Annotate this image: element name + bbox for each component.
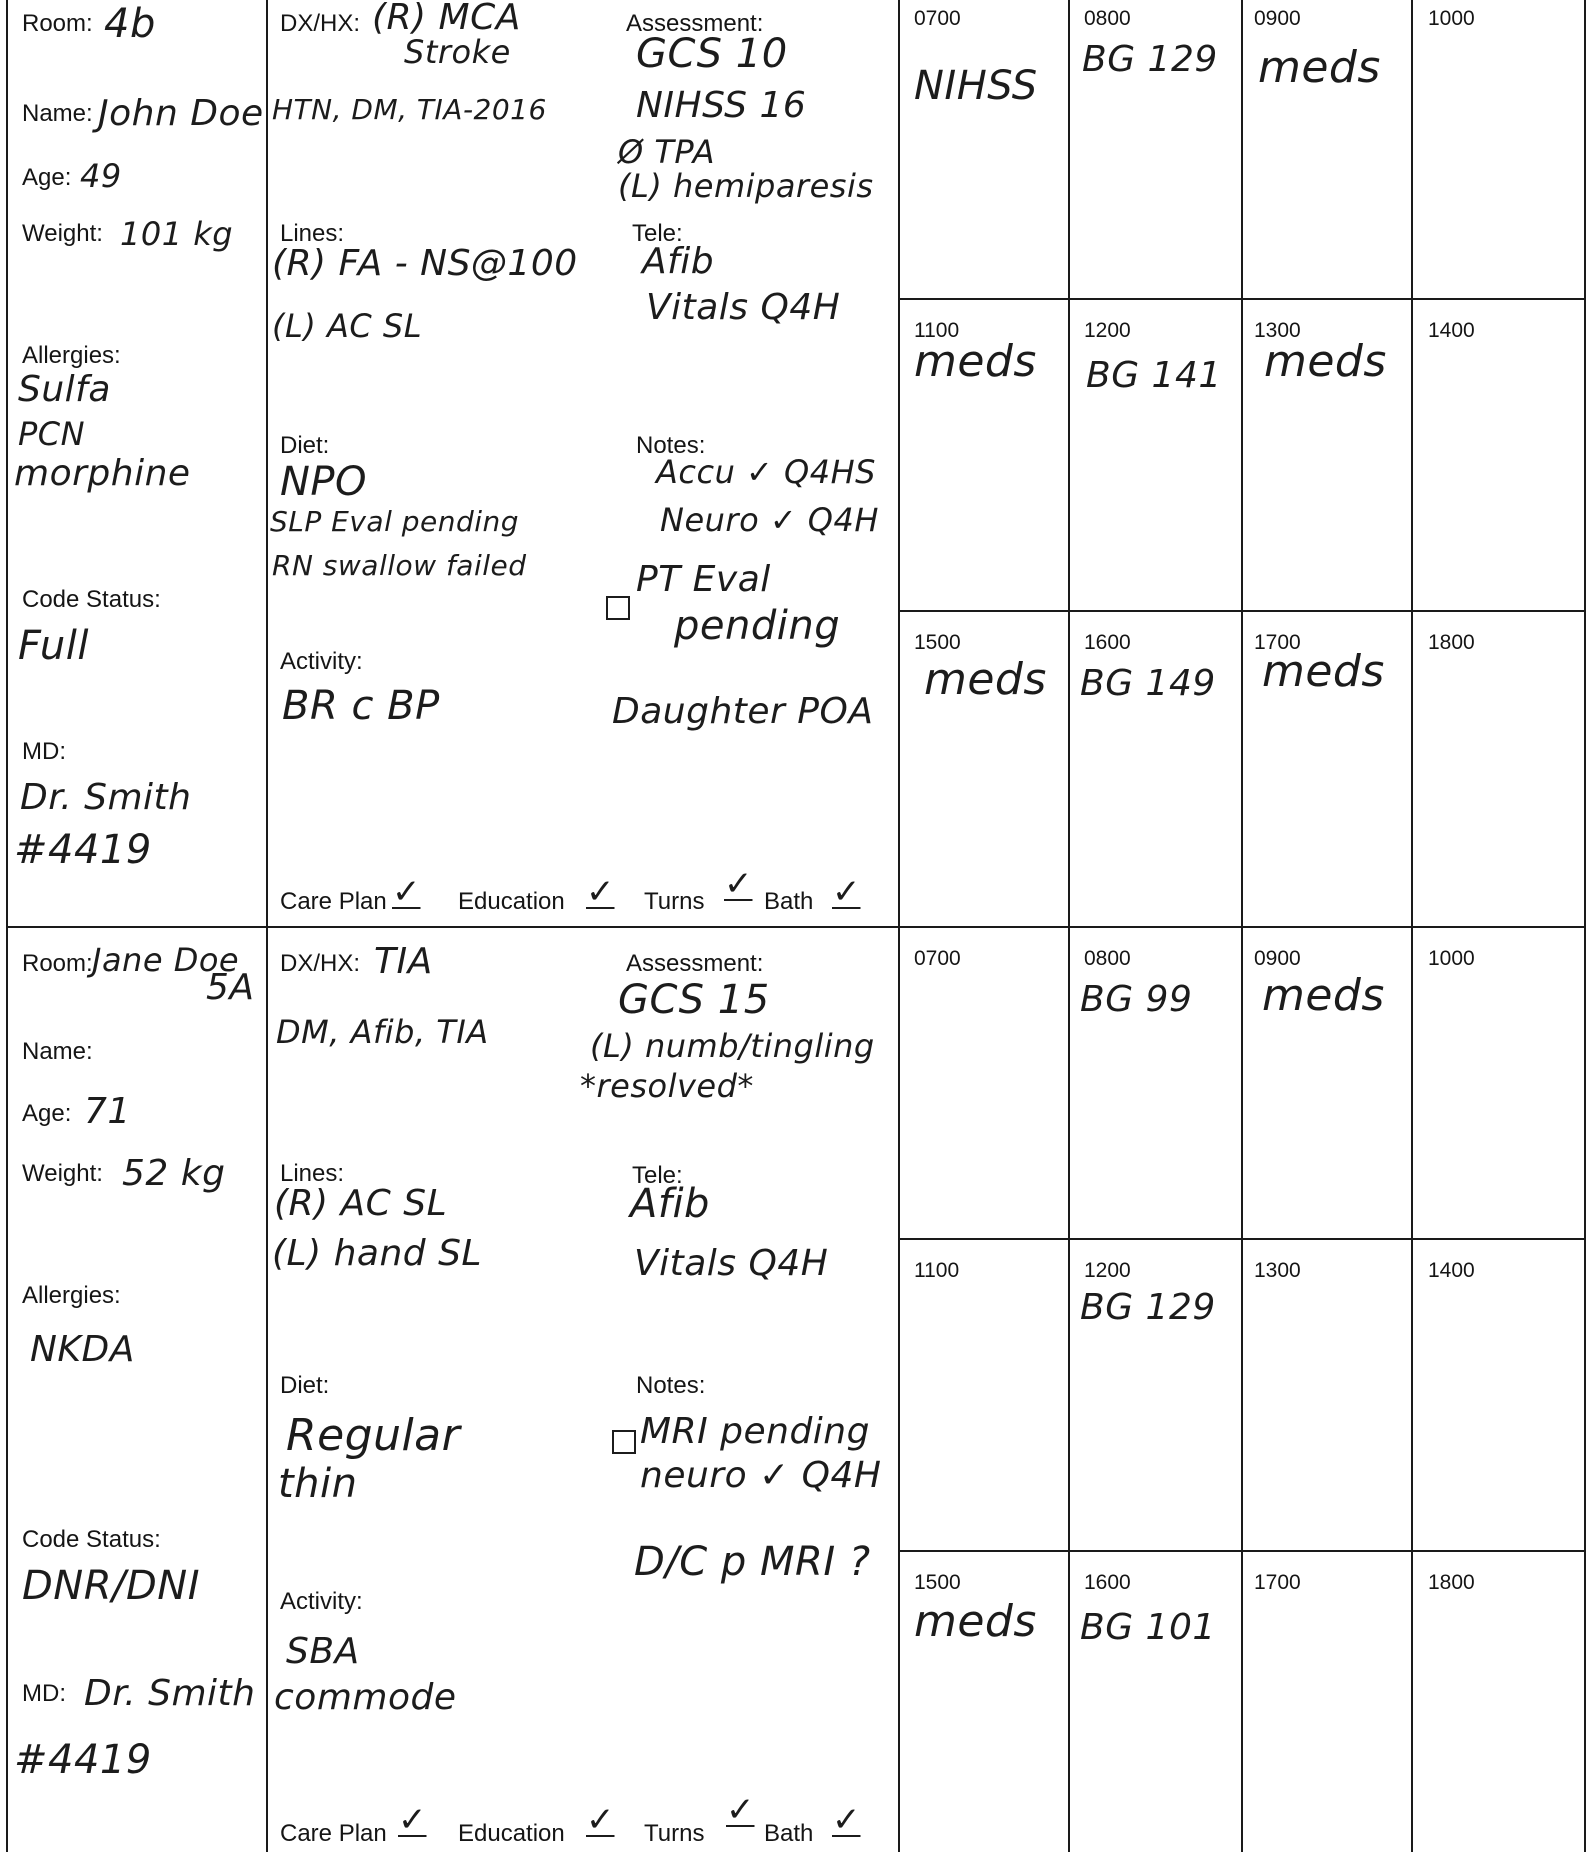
code-status-value: DNR/DNI <box>22 1563 201 1609</box>
notes-item: Neuro ✓ Q4H <box>660 501 879 539</box>
care-plan-check[interactable]: ✓ <box>398 1800 427 1840</box>
assessment-item: *resolved* <box>580 1067 754 1105</box>
time-label: 0700 <box>914 7 961 30</box>
dxhx-item: TIA <box>374 941 433 982</box>
divider-row-3 <box>898 1238 1586 1240</box>
diet-item: SLP Eval pending <box>270 505 520 538</box>
diet-label: Diet: <box>280 1372 330 1399</box>
diet-item: NPO <box>280 459 368 505</box>
notes-item: D/C p MRI ? <box>634 1539 871 1585</box>
md-pager: #4419 <box>14 1737 152 1783</box>
time-label: 0900 <box>1254 7 1301 30</box>
notes-item: neuro ✓ Q4H <box>640 1455 882 1496</box>
notes-label: Notes: <box>636 1372 706 1399</box>
assessment-item: NIHSS 16 <box>636 85 807 126</box>
schedule-entry: BG 129 <box>1082 39 1218 80</box>
tele-item: Vitals Q4H <box>646 287 841 328</box>
time-label: 1600 <box>1084 1571 1131 1594</box>
time-label: 1700 <box>1254 631 1301 654</box>
schedule-entry: meds <box>914 1596 1037 1647</box>
divider-row-2 <box>898 610 1586 612</box>
education-check[interactable]: ✓ <box>586 872 615 912</box>
md-label: MD: <box>22 1680 66 1707</box>
tele-item: Vitals Q4H <box>634 1243 829 1284</box>
weight-label: Weight: <box>22 1160 103 1187</box>
allergy-item: NKDA <box>30 1329 135 1370</box>
care-plan-label: Care Plan <box>280 1820 387 1847</box>
activity-item: BR c BP <box>282 683 440 729</box>
education-label: Education <box>458 888 565 915</box>
code-status-value: Full <box>18 623 89 669</box>
time-label: 1100 <box>914 1259 960 1282</box>
bath-check[interactable]: ✓ <box>832 872 861 912</box>
notes-item: Accu ✓ Q4HS <box>656 453 876 491</box>
time-label: 1000 <box>1428 947 1475 970</box>
diet-item: thin <box>278 1461 358 1507</box>
md-name: Dr. Smith <box>84 1673 256 1714</box>
diet-item: Regular <box>286 1410 461 1461</box>
schedule-entry: BG 141 <box>1086 355 1222 396</box>
turns-label: Turns <box>644 1820 705 1847</box>
code-status-label: Code Status: <box>22 586 161 613</box>
dxhx-item: Stroke <box>404 33 511 71</box>
lines-item: (R) AC SL <box>274 1183 448 1224</box>
dxhx-item: HTN, DM, TIA-2016 <box>272 93 547 126</box>
room-value: 4b <box>104 1 156 47</box>
name-value: Jane Doe <box>92 941 240 979</box>
name-value: John Doe <box>98 93 264 134</box>
assessment-label: Assessment: <box>626 10 764 37</box>
notes-item: MRI pending <box>640 1411 870 1452</box>
notes-item: PT Eval <box>636 559 771 600</box>
assessment-item: Ø TPA <box>618 133 715 171</box>
activity-label: Activity: <box>280 648 363 675</box>
allergy-item: Sulfa <box>18 369 111 410</box>
md-pager: #4419 <box>14 827 152 873</box>
allergies-label: Allergies: <box>22 1282 121 1309</box>
dxhx-item: DM, Afib, TIA <box>276 1013 489 1051</box>
notes-item: Daughter POA <box>612 691 874 732</box>
education-label: Education <box>458 1820 565 1847</box>
divider-row-4 <box>898 1550 1586 1552</box>
time-label: 1600 <box>1084 631 1131 654</box>
time-label: 1500 <box>914 1571 961 1594</box>
room-label: Room: <box>22 950 93 977</box>
schedule-entry: NIHSS <box>914 63 1038 109</box>
room-value: 5A <box>206 967 255 1008</box>
time-label: 0800 <box>1084 7 1131 30</box>
schedule-entry: BG 149 <box>1080 663 1216 704</box>
diet-label: Diet: <box>280 432 330 459</box>
code-status-label: Code Status: <box>22 1526 161 1553</box>
care-plan-label: Care Plan <box>280 888 387 915</box>
allergies-label: Allergies: <box>22 342 121 369</box>
time-label: 1800 <box>1428 1571 1475 1594</box>
education-check[interactable]: ✓ <box>586 1800 615 1840</box>
lines-label: Lines: <box>280 220 345 247</box>
checkbox[interactable] <box>612 1430 636 1454</box>
time-label: 1400 <box>1428 319 1475 342</box>
tele-item: Afib <box>642 241 715 282</box>
lines-item: (R) FA - NS@100 <box>272 243 578 284</box>
time-label: 1200 <box>1084 1259 1131 1282</box>
schedule-entry: BG 129 <box>1080 1287 1216 1328</box>
dxhx-item: (R) MCA <box>372 0 521 38</box>
bath-label: Bath <box>764 888 814 915</box>
lines-item: (L) hand SL <box>272 1233 482 1274</box>
time-label: 1300 <box>1254 319 1301 342</box>
schedule-entry: BG 99 <box>1080 979 1193 1020</box>
time-label: 1000 <box>1428 7 1475 30</box>
turns-check[interactable]: ✓ <box>726 1790 755 1830</box>
allergy-item: morphine <box>14 453 191 494</box>
lines-label: Lines: <box>280 1160 345 1187</box>
schedule-entry: BG 101 <box>1080 1607 1216 1648</box>
time-label: 0800 <box>1084 947 1131 970</box>
divider-patient <box>6 926 1586 928</box>
name-label: Name: <box>22 100 93 127</box>
schedule-entry: meds <box>1262 970 1385 1021</box>
weight-value: 101 kg <box>120 215 234 253</box>
assessment-item: (L) numb/tingling <box>590 1027 875 1065</box>
tele-label: Tele: <box>632 1162 683 1189</box>
notes-label: Notes: <box>636 432 706 459</box>
checkbox[interactable] <box>606 596 630 620</box>
tele-item: Afib <box>630 1181 710 1227</box>
lines-item: (L) AC SL <box>272 307 423 345</box>
dxhx-label: DX/HX: <box>280 10 361 37</box>
assessment-label: Assessment: <box>626 950 764 977</box>
bath-check[interactable]: ✓ <box>832 1800 861 1840</box>
weight-value: 52 kg <box>122 1153 226 1194</box>
age-label: Age: <box>22 164 72 191</box>
name-label: Name: <box>22 1038 93 1065</box>
allergy-item: PCN <box>18 415 86 453</box>
schedule-entry: meds <box>924 654 1047 705</box>
schedule-entry: meds <box>1264 336 1387 387</box>
time-label: 1700 <box>1254 1571 1301 1594</box>
schedule-entry: meds <box>1262 646 1385 697</box>
time-label: 1300 <box>1254 1259 1301 1282</box>
assessment-item: GCS 10 <box>636 31 788 77</box>
time-label: 1200 <box>1084 319 1131 342</box>
divider-row-1 <box>898 298 1586 300</box>
age-value: 49 <box>80 157 122 195</box>
activity-label: Activity: <box>280 1588 363 1615</box>
tele-label: Tele: <box>632 220 683 247</box>
activity-item: SBA <box>286 1631 360 1672</box>
schedule-entry: meds <box>914 336 1037 387</box>
time-label: 1800 <box>1428 631 1475 654</box>
assessment-item: (L) hemiparesis <box>618 167 874 205</box>
care-plan-check[interactable]: ✓ <box>392 872 421 912</box>
time-label: 1400 <box>1428 1259 1475 1282</box>
age-value: 71 <box>84 1091 131 1132</box>
notes-item: pending <box>674 603 841 649</box>
turns-label: Turns <box>644 888 705 915</box>
time-label: 0700 <box>914 947 961 970</box>
age-label: Age: <box>22 1100 72 1127</box>
time-label: 1500 <box>914 631 961 654</box>
md-name: Dr. Smith <box>20 777 192 818</box>
diet-item: RN swallow failed <box>272 549 527 582</box>
weight-label: Weight: <box>22 220 103 247</box>
dxhx-label: DX/HX: <box>280 950 361 977</box>
schedule-entry: meds <box>1258 42 1381 93</box>
assessment-item: GCS 15 <box>618 977 770 1023</box>
turns-check[interactable]: ✓ <box>724 864 753 904</box>
time-label: 1100 <box>914 319 960 342</box>
time-label: 0900 <box>1254 947 1301 970</box>
activity-item: commode <box>274 1677 457 1718</box>
room-label: Room: <box>22 10 93 37</box>
bath-label: Bath <box>764 1820 814 1847</box>
md-label: MD: <box>22 738 66 765</box>
